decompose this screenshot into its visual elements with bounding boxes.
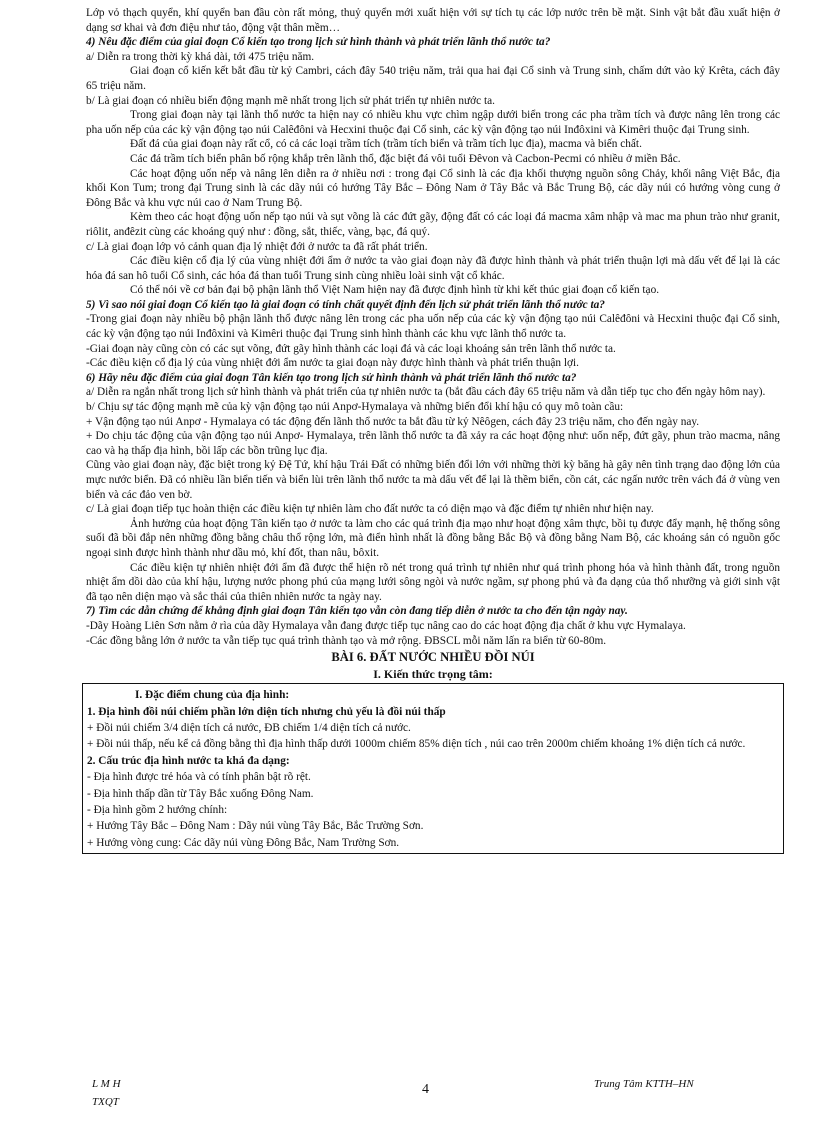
paragraph: -Trong giai đoạn này nhiều bộ phận lãnh thổ được nâng lên trong các pha uốn nếp của các kỳ vận động tạo núi Calêđôni và Hecxini thuộc đại Cổ sinh, các kỳ vận động tạo núi Inđôxini và Kimêri thuộc đại Trung sinh hình thành các khu vực lãnh thổ nước ta. — [86, 313, 780, 341]
question-7: 7) Tìm các dẫn chứng để khẳng định giai đoạn Tân kiến tạo vẫn còn đang tiếp diễn ở nước ta cho đến tận ngày nay. — [86, 605, 628, 618]
box-line: + Hướng vòng cung: Các dãy núi vùng Đông Bắc, Nam Trường Sơn. — [87, 836, 400, 849]
question-5: 5) Vì sao nói giai đoạn Cổ kiến tạo là giai đoạn có tính chất quyết định đến lịch sử phát triển lãnh thổ nước ta? — [86, 298, 605, 311]
paragraph: Giai đoạn cổ kiến kết bắt đầu từ kỷ Cambri, cách đây 540 triệu năm, trải qua hai đại Cổ sinh và Trung sinh, chấm dứt vào kỷ Krêta, cách đây 65 triệu năm. — [86, 65, 780, 92]
footer-center-name: Trung Tâm KTTH–HN — [594, 1078, 694, 1090]
paragraph: Các hoạt động uốn nếp và nâng lên diễn ra ở nhiều nơi : trong đại Cổ sinh là các địa khối thượng nguồn sông Chảy, khối nâng Việt Bắc, địa khối Kon Tum; trong đại Trung sinh là các dãy núi có hướng Tây Bắc – Đông Nam ở Tây Bắc và Bắc Trung Bộ, các dãy núi có hướng vòng cung ở Đông Bắc và khu vực núi cao ở Nam Trung Bộ. — [86, 167, 780, 209]
box-subheading: 1. Địa hình đồi núi chiếm phần lớn diện tích nhưng chủ yếu là đồi núi thấp — [87, 705, 446, 718]
box-subheading: 2. Cấu trúc địa hình nước ta khá đa dạng: — [87, 754, 290, 767]
document-body — [86, 6, 780, 854]
paragraph: Đất đá của giai đoạn này rất cổ, có cả các loại trầm tích (trầm tích biển và trầm tích lục địa), macma và biến chất. — [130, 138, 642, 151]
paragraph: c/ Là giai đoạn tiếp tục hoàn thiện các điều kiện tự nhiên làm cho đất nước ta có diện mạo và đặc điểm tự nhiên như hiện nay. — [86, 503, 654, 516]
lesson-subtitle: I. Kiến thức trọng tâm: — [373, 667, 493, 682]
paragraph: c/ Là giai đoạn lớp vỏ cảnh quan địa lý nhiệt đới ở nước ta đã rất phát triển. — [86, 240, 428, 253]
paragraph: a/ Diễn ra ngắn nhất trong lịch sử hình thành và phát triển của tự nhiên nước ta (bắt đầu cách đây 65 triệu năm và dẫn tiếp tục cho đến ngày hôm nay). — [86, 386, 766, 399]
box-heading: I. Đặc điểm chung của địa hình: — [135, 689, 290, 702]
paragraph: Các đá trầm tích biển phân bố rộng khắp trên lãnh thổ, đặc biệt đá vôi tuổi Đêvon và Cacbon-Pecmi có nhiều ở miền Bắc. — [130, 152, 681, 165]
footer-org: TXQT — [92, 1096, 119, 1108]
box-line: + Đồi núi thấp, nếu kể cả đồng bằng thì địa hình thấp dưới 1000m chiếm 85% diện tích , núi cao trên 2000m chiếm khoảng 1% diện tích cả nước. — [87, 738, 746, 751]
paragraph: Các điều kiện cổ địa lý của vùng nhiệt đới ẩm ở nước ta vào giai đoạn này đã được hình thành và phát triển thuận lợi mà dấu vết để lại là các hóa đá san hô tuổi Cổ sinh, các hóa đá than tuổi Trung sinh cùng nhiều loài sinh vật cổ khác. — [86, 255, 780, 282]
page-number: 4 — [422, 1082, 429, 1097]
paragraph: -Các đồng bằng lớn ở nước ta vẫn tiếp tục quá trình thành tạo và mở rộng. ĐBSCL mỗi năm lấn ra biển từ 60-80m. — [86, 634, 607, 647]
paragraph: + Vận động tạo núi Anpơ - Hymalaya có tác động đến lãnh thổ nước ta bắt đầu từ kỷ Nêôgen, cách đây 23 triệu năm, cho đến ngày nay. — [86, 415, 700, 428]
paragraph: Có thể nói về cơ bản đại bộ phận lãnh thổ Việt Nam hiện nay đã được định hình từ khi kết thúc giai đoạn cổ kiến tạo. — [130, 284, 660, 297]
paragraph: b/ Là giai đoạn có nhiều biến động mạnh mẽ nhất trong lịch sử phát triển tự nhiên nước ta. — [86, 94, 495, 107]
page-footer — [86, 1078, 780, 1118]
paragraph: Cũng vào giai đoạn này, đặc biệt trong kỷ Đệ Tứ, khí hậu Trái Đất có những biến đổi lớn với những thời kỳ băng hà gây nên tình trạng dao động lớn của mực nước biển. Đã có nhiều lần biển tiến và biển lùi trên lãnh thổ nước ta mà dấu vết để lại là thềm biển, cồn cát, các ngấn nước trên vách đá ở vùng ven biển và các đảo ven bờ. — [86, 459, 780, 501]
paragraph: -Giai đoạn này cũng còn có các sụt võng, đứt gãy hình thành các loại đá và các loại khoáng sản trên lãnh thổ nước ta. — [86, 342, 616, 355]
summary-box — [82, 683, 784, 854]
box-line: + Đồi núi chiếm 3/4 diện tích cả nước, ĐB chiếm 1/4 diện tích cả nước. — [87, 721, 411, 734]
box-line: - Địa hình thấp dần từ Tây Bắc xuống Đông Nam. — [87, 787, 314, 800]
box-line: - Địa hình được trẻ hóa và có tính phân bật rõ rệt. — [87, 771, 311, 784]
paragraph: -Dãy Hoàng Liên Sơn nằm ở rìa của dãy Hymalaya vẫn đang được tiếp tục nâng cao do các hoạt động địa chất ở khu vực Hymalaya. — [86, 619, 686, 632]
lesson-title: BÀI 6. ĐẤT NƯỚC NHIỀU ĐỒI NÚI — [331, 650, 535, 665]
paragraph: b/ Chịu sự tác động mạnh mẽ của kỳ vận động tạo núi Anpơ-Hymalaya và những biến đổi khí hậu có quy mô toàn cầu: — [86, 401, 624, 414]
footer-author: L M H — [92, 1078, 121, 1090]
paragraph: Kèm theo các hoạt động uốn nếp tạo núi và sụt võng là các đứt gãy, động đất có các loại đá macma xâm nhập và mac ma phun trào như granit, riôlit, anđêzit cùng các khoáng quý như : đồng, sắt, thiếc, vàng, bạc, đá quý. — [86, 211, 780, 238]
paragraph: + Do chịu tác động của vận động tạo núi Anpơ- Hymalaya, trên lãnh thổ nước ta đã xảy ra các hoạt động như: uốn nếp, đứt gãy, phun trào macma, nâng cao và hạ thấp địa hình, bồi lấp các bồn trũng lục địa. — [86, 430, 780, 457]
paragraph: Trong giai đoạn này tại lãnh thổ nước ta hiện nay có nhiều khu vực chìm ngập dưới biển trong các pha trầm tích và được nâng lên trong các pha uốn nếp của các kỳ vận động tạo núi Calêđôni và Hecxini thuộc đại Cổ sinh, các kỳ vận động tạo núi Inđôxini và Kimêri thuộc đại Trung sinh. — [86, 109, 780, 136]
paragraph: Các điều kiện tự nhiên nhiệt đới ẩm đã được thể hiện rõ nét trong quá trình tự nhiên như quá trình phong hóa và hình thành đất, trong nguồn nhiệt ẩm dồi dào của khí hậu, lượng nước phong phú của mạng lưới sông ngòi và nước ngầm, sự phong phú và đa dạng của thổ nhưỡng và giới sinh vật đã tạo nên diện mạo và sắc thái của thiên nhiên nước ta ngày nay. — [86, 561, 780, 603]
question-4: 4) Nêu đặc điểm của giai đoạn Cổ kiến tạo trong lịch sử hình thành và phát triển lãnh thổ nước ta? — [86, 36, 551, 49]
paragraph: a/ Diễn ra trong thời kỳ khá dài, tới 475 triệu năm. — [86, 50, 315, 63]
paragraph: Ảnh hưởng của hoạt động Tân kiến tạo ở nước ta làm cho các quá trình địa mạo như hoạt động xâm thực, bồi tụ được đẩy mạnh, hệ thống sông suối đã bồi đắp nên những đồng bằng châu thổ rộng lớn, mà điển hình nhất là đồng bằng Bắc Bộ và đồng bằng Nam Bộ, các khoáng sản có nguồn gốc ngoại sinh được hình thành như dầu mỏ, khí đốt, than nâu, bôxit. — [86, 517, 780, 559]
paragraph: Lớp vỏ thạch quyển, khí quyển ban đầu còn rất mỏng, thuỷ quyển mới xuất hiện với sự tích tụ các lớp nước trên bề mặt. Sinh vật bắt đầu xuất hiện ở dạng sơ khai và đơn điệu như tảo, động vật thân mềm… — [86, 7, 780, 34]
question-6: 6) Hãy nêu đặc điểm của giai đoạn Tân kiến tạo trong lịch sử hình thành và phát triển lãnh thổ nước ta? — [86, 371, 577, 384]
paragraph: -Các điều kiện cổ địa lý của vùng nhiệt đới ẩm nước ta giai đoạn này được hình thành và phát triển thuận lợi. — [86, 357, 579, 370]
box-line: - Địa hình gồm 2 hướng chính: — [87, 803, 228, 816]
box-line: + Hướng Tây Bắc – Đông Nam : Dãy núi vùng Tây Bắc, Bắc Trường Sơn. — [87, 820, 424, 833]
